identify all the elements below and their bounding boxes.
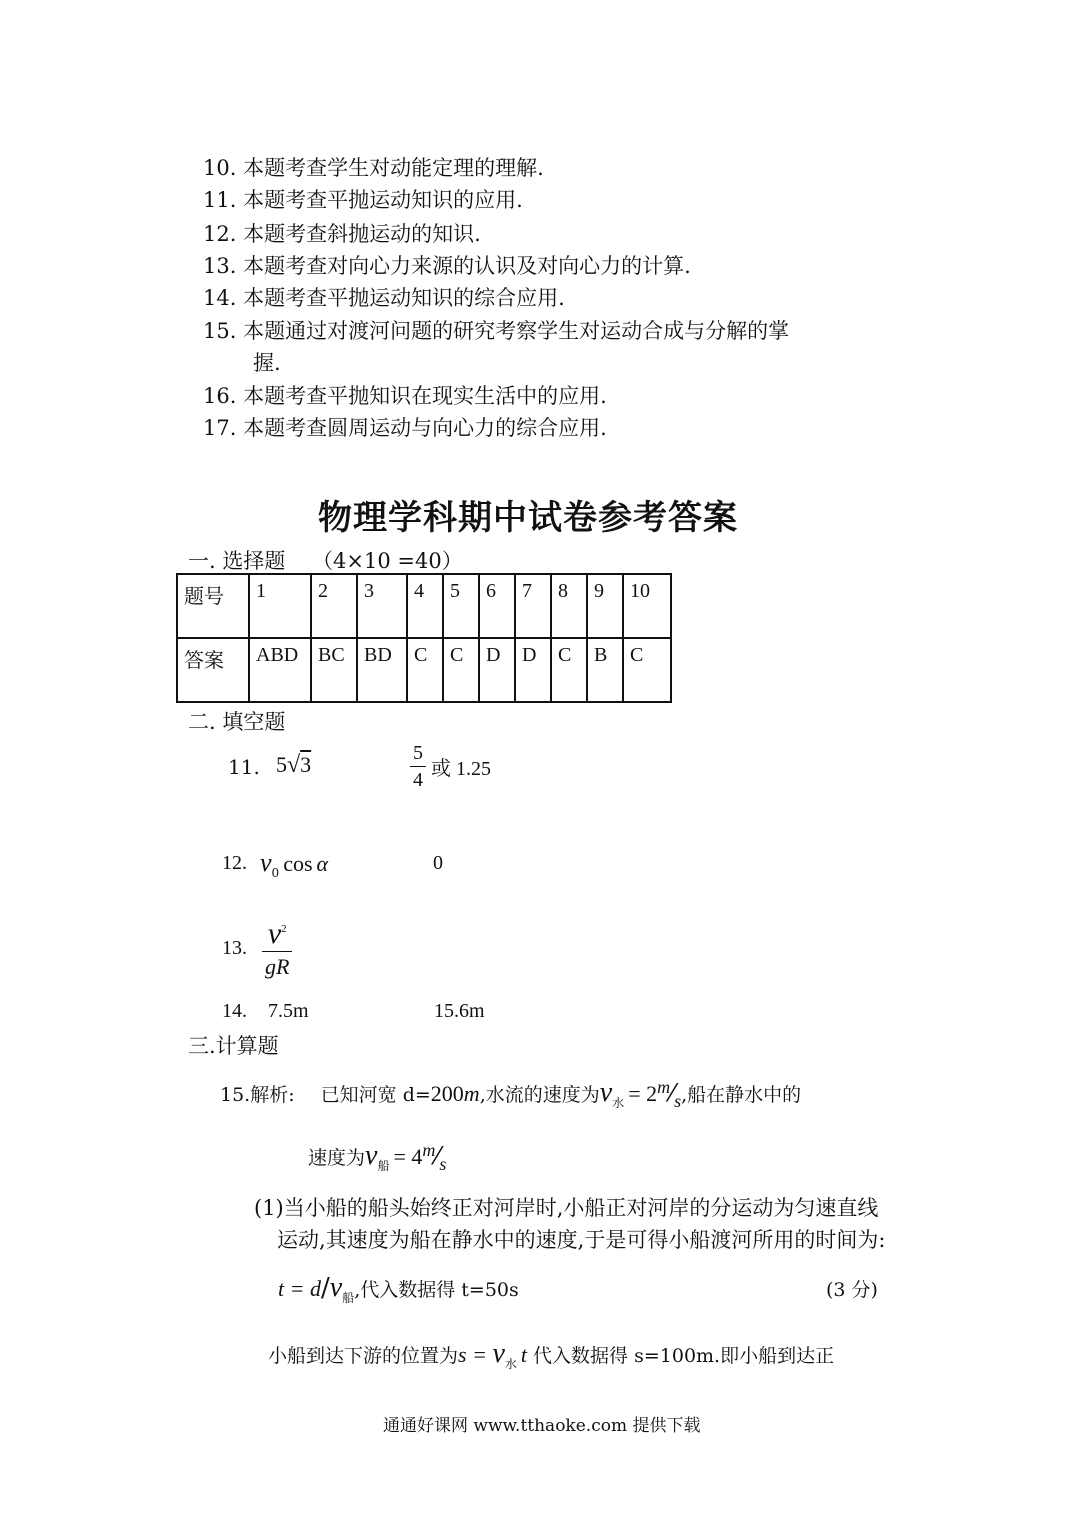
answer-cell: C xyxy=(623,638,671,702)
note-16: 16. 本题考查平抛知识在现实生活中的应用. xyxy=(203,384,607,408)
q15-v-boat-sub: 船 xyxy=(377,1159,390,1173)
q15-t-v: v xyxy=(329,1272,343,1303)
section-calc-heading: 三.计算题 xyxy=(188,1034,279,1058)
sqrt-icon: √ xyxy=(287,752,301,778)
page-footer: 通通好课网 www.tthaoke.com 提供下载 xyxy=(383,1416,701,1436)
answer-cell: B xyxy=(587,638,623,702)
answer-table-answer-row xyxy=(177,638,671,702)
q15-s-tail: 代入数据得 s=100m.即小船到达正 xyxy=(527,1345,835,1367)
note-14: 14. 本题考查平抛运动知识的综合应用. xyxy=(203,286,565,310)
q15-line-1 xyxy=(220,1077,801,1109)
q12-answer-2: 0 xyxy=(433,852,443,874)
answer-label-cell: 答案 xyxy=(177,638,249,702)
section-choice-score: （4×10 =40） xyxy=(312,549,463,573)
number-cell: 5 xyxy=(443,574,479,638)
q15-unit-s: s xyxy=(674,1091,682,1111)
q11-coef: 5 xyxy=(276,752,287,777)
q15-unit-s-2: s xyxy=(439,1154,447,1174)
q12-alpha: α xyxy=(316,851,329,876)
q15-s-line xyxy=(268,1338,834,1370)
q13-answer xyxy=(262,912,292,982)
q12-v: v xyxy=(260,848,272,877)
q14-answer-2: 15.6m xyxy=(434,1000,485,1022)
q13-fraction xyxy=(262,912,292,982)
number-cell: 8 xyxy=(551,574,587,638)
note-17: 17. 本题考查圆周运动与向心力的综合应用. xyxy=(203,416,607,440)
number-cell: 6 xyxy=(479,574,515,638)
q15-given-width: 已知河宽 d= xyxy=(320,1084,431,1106)
q15-score: (3 分) xyxy=(826,1279,878,1301)
slash-icon: ⁄ xyxy=(435,1142,440,1170)
q14-number: 14. xyxy=(222,1000,247,1022)
number-cell: 10 xyxy=(623,574,671,638)
note-15: 15. 本题通过对渡河问题的研究考察学生对运动合成与分解的掌 xyxy=(203,319,790,343)
q15-v-water-value: = 2 xyxy=(628,1081,658,1106)
answer-cell: D xyxy=(479,638,515,702)
q15-t-v-sub: 船 xyxy=(342,1291,355,1305)
slash-icon: / xyxy=(320,1273,330,1303)
number-cell: 1 xyxy=(249,574,311,638)
q15-part1-line-1: (1)当小船的船头始终正对河岸时,小船正对河岸的分运动为匀速直线 xyxy=(254,1196,879,1220)
q15-time-eq xyxy=(278,1272,519,1304)
note-11: 11. 本题考查平抛运动知识的应用. xyxy=(203,188,523,212)
q15-part1-line-2: 运动,其速度为船在静水中的速度,于是可得小船渡河所用的时间为: xyxy=(277,1228,886,1252)
q11-answer-2 xyxy=(410,740,491,793)
answer-cell: ABD xyxy=(249,638,311,702)
q11-radicand: 3 xyxy=(300,752,312,777)
number-cell: 4 xyxy=(407,574,443,638)
number-cell: 7 xyxy=(515,574,551,638)
q12-v-sub: 0 xyxy=(271,866,280,880)
q15-width-unit: m xyxy=(463,1081,480,1106)
q13-frac-den: gR xyxy=(265,954,290,979)
number-cell: 9 xyxy=(587,574,623,638)
q11-frac-den: 4 xyxy=(413,769,423,791)
q15-t-tail: ,代入数据得 t=50s xyxy=(354,1279,519,1301)
q15-unit-m: m xyxy=(657,1077,671,1097)
q15-boat-text: ,船在静水中的 xyxy=(681,1084,802,1106)
q12-answer-1 xyxy=(260,848,328,878)
q13-exp: 2 xyxy=(281,923,287,935)
q15-boat-speed-label: 速度为 xyxy=(308,1147,366,1169)
note-10: 10. 本题考查学生对动能定理的理解. xyxy=(203,156,544,180)
q15-v-boat: v xyxy=(365,1140,378,1171)
answer-table-number-row xyxy=(177,574,671,638)
q11-fraction xyxy=(410,740,426,793)
slash-icon: ⁄ xyxy=(670,1079,675,1107)
q11-frac-num: 5 xyxy=(410,740,426,767)
q15-water-speed-text: ,水流的速度为 xyxy=(479,1084,600,1106)
answer-cell: D xyxy=(515,638,551,702)
answer-cell: BD xyxy=(357,638,407,702)
note-12: 12. 本题考查斜抛运动的知识. xyxy=(203,222,481,246)
q15-s-v-sub: 水 xyxy=(504,1357,517,1371)
q15-label: 15.解析: xyxy=(220,1084,295,1106)
q12-number: 12. xyxy=(222,852,247,874)
q13-number: 13. xyxy=(222,937,247,959)
q14-answer-1: 7.5m xyxy=(268,1000,309,1022)
section-choice-label: 一. 选择题 xyxy=(188,549,286,573)
number-cell: 3 xyxy=(357,574,407,638)
q15-s-t: t xyxy=(520,1342,528,1367)
note-15-cont: 握. xyxy=(253,351,281,375)
q15-s-eq: s = xyxy=(458,1342,493,1367)
answer-cell: C xyxy=(407,638,443,702)
section-fill-heading: 二. 填空题 xyxy=(188,710,286,734)
note-13: 13. 本题考查对向心力来源的认识及对向心力的计算. xyxy=(203,254,691,278)
q15-t-eq: t = d xyxy=(278,1276,321,1301)
q15-unit-m-2: m xyxy=(422,1140,436,1160)
q13-v: v xyxy=(267,917,282,950)
number-cell: 2 xyxy=(311,574,357,638)
answer-table xyxy=(176,573,672,703)
section-choice-heading xyxy=(188,545,463,575)
q15-v-water-sub: 水 xyxy=(612,1096,625,1110)
q15-s-label: 小船到达下游的位置为 xyxy=(268,1345,459,1367)
q15-v-boat-value: = 4 xyxy=(393,1144,423,1169)
q15-s-v: v xyxy=(492,1338,505,1369)
answer-cell: C xyxy=(551,638,587,702)
q11-number: 11. xyxy=(228,755,260,779)
q12-cos: cos xyxy=(283,851,313,876)
answer-cell: BC xyxy=(311,638,357,702)
answer-cell: C xyxy=(443,638,479,702)
q11-answer-1 xyxy=(276,752,311,779)
q13-frac-num xyxy=(262,912,292,952)
q11-answer-2-tail: 或 1.25 xyxy=(431,758,491,780)
q15-v-water: v xyxy=(599,1077,613,1108)
q15-width-value: 200 xyxy=(430,1081,464,1106)
header-label-cell: 题号 xyxy=(177,574,249,638)
page-title: 物理学科期中试卷参考答案 xyxy=(318,498,738,538)
q15-line-2 xyxy=(308,1140,446,1172)
